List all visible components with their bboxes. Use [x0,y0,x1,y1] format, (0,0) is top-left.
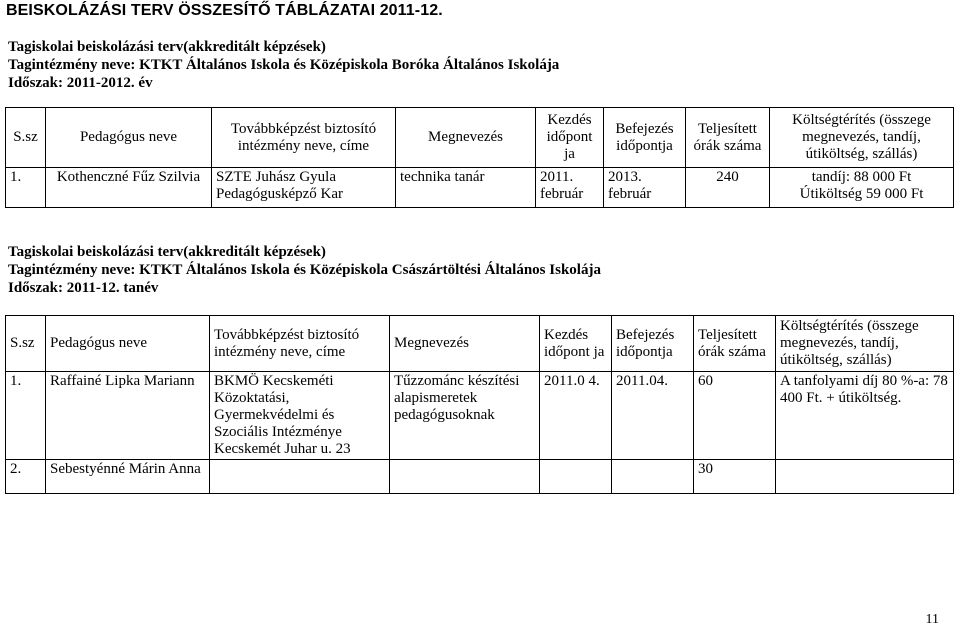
col-inst: Továbbképzést biztosító intézmény neve, címe [212,108,396,168]
col-start: Kezdés időpont ja [536,108,604,168]
block2-line2: Tagintézmény neve: KTKT Általános Iskola és Középiskola Császártöltési Általános Iskolája [8,262,601,278]
cell-title [390,460,540,494]
col-inst: Továbbképzést biztosító intézmény neve, címe [210,316,390,372]
block2-header [8,243,601,297]
cell-title: Tűzzománc készítési alapismeretek pedagógusoknak [390,372,540,460]
block2-line3: Időszak: 2011-12. tanév [8,280,159,296]
cell-cost [776,460,954,494]
col-ssz: S.sz [6,108,46,168]
cell-name: Raffainé Lipka Mariann [46,372,210,460]
cell-ssz: 2. [6,460,46,494]
cell-inst: BKMÖ Kecskeméti Közoktatási, Gyermekvédelmi és Szociális Intézménye Kecskemét Juhar u. 23 [210,372,390,460]
cell-inst [210,460,390,494]
cell-start [540,460,612,494]
col-ssz: S.sz [6,316,46,372]
cell-name: Kothenczné Fűz Szilvia [46,168,212,208]
block1-line2: Tagintézmény neve: KTKT Általános Iskola és Középiskola Boróka Általános Iskolája [8,57,560,73]
col-title: Megnevezés [396,108,536,168]
col-name: Pedagógus neve [46,316,210,372]
block2-header-row [6,316,954,372]
block1-header [8,38,559,92]
col-title: Megnevezés [390,316,540,372]
block2-line1: Tagiskolai beiskolázási terv(akkreditált képzések) [8,244,326,260]
cell-hours: 240 [686,168,770,208]
col-start: Kezdés időpont ja [540,316,612,372]
cell-ssz: 1. [6,168,46,208]
cell-cost-line2: Útiköltség 59 000 Ft [799,186,924,202]
col-cost: Költségtérítés (összege megnevezés, tandíj, útiköltség, szállás) [776,316,954,372]
col-end: Befejezés időpontja [604,108,686,168]
cell-name: Sebestyénné Márin Anna [46,460,210,494]
cell-hours: 30 [694,460,776,494]
block1-table [5,107,954,208]
cell-start: 2011. február [536,168,604,208]
cell-inst: SZTE Juhász Gyula Pedagógusképző Kar [212,168,396,208]
cell-end [612,460,694,494]
cell-end: 2011.04. [612,372,694,460]
col-hours: Teljesített órák száma [694,316,776,372]
cell-title: technika tanár [396,168,536,208]
col-hours: Teljesített órák száma [686,108,770,168]
block1-header-row [6,108,954,168]
cell-ssz: 1. [6,372,46,460]
col-name: Pedagógus neve [46,108,212,168]
block2-table [5,315,954,494]
cell-start: 2011.0 4. [540,372,612,460]
table-row [6,372,954,460]
block1-line3: Időszak: 2011-2012. év [8,75,153,91]
block1-line1: Tagiskolai beiskolázási terv(akkreditált képzések) [8,39,326,55]
cell-hours: 60 [694,372,776,460]
col-cost: Költségtérítés (összege megnevezés, tandíj, útiköltség, szállás) [770,108,954,168]
cell-cost-line1: tandíj: 88 000 Ft [811,169,912,185]
cell-cost [770,168,954,208]
table-row [6,168,954,208]
table-row [6,460,954,494]
cell-end: 2013. február [604,168,686,208]
page-title: BEISKOLÁZÁSI TERV ÖSSZESÍTŐ TÁBLÁZATAI 2011-12. [6,2,443,19]
page-number: 11 [925,612,939,627]
cell-cost: A tanfolyami díj 80 %-a: 78 400 Ft. + útiköltség. [776,372,954,460]
col-end: Befejezés időpontja [612,316,694,372]
